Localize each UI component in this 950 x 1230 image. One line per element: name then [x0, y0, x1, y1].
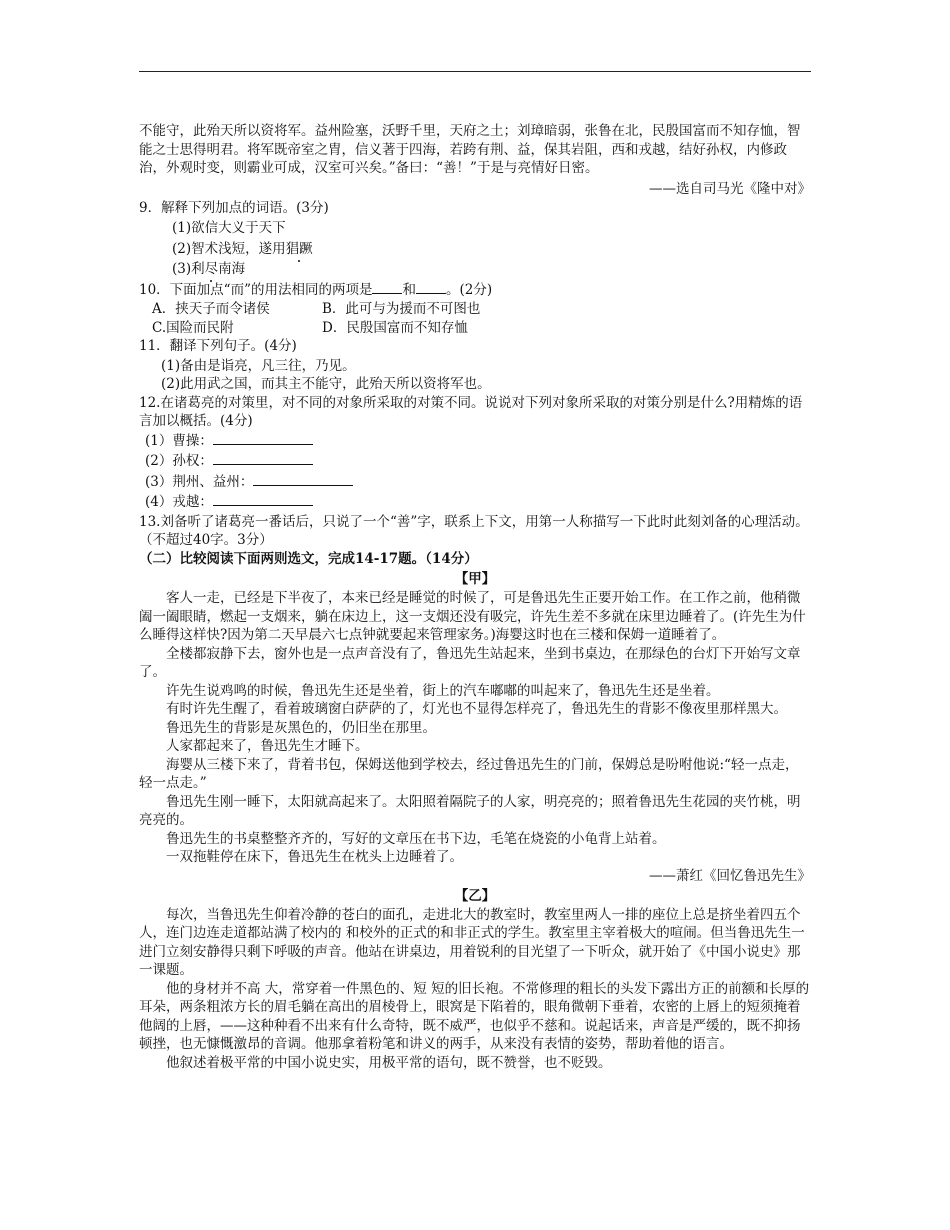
q12-stem: 12.在诸葛亮的对策里，对不同的对象所采取的对策不同。说说对下列对象所采取的对策分别是什么?用精炼的语言加以概括。(4分): [139, 394, 803, 429]
q10-option-d: D．民殷国富而不知存恤: [322, 319, 468, 336]
passage-source: ——选自司马光《隆中对》: [649, 180, 811, 197]
q9-item-1: (1)欲信大义于天下: [172, 220, 286, 236]
jia-paragraph: 人家都起来了，鲁迅先生才睡下。: [166, 738, 369, 754]
jia-paragraph: 客人一走，已经是下半夜了，本来已经是睡觉的时候了，可是鲁迅先生正要开始工作。在工作之前，他稍微阖一阖眼睛，燃起一支烟来，躺在床边上，这一支烟还没有吸完，许先生差不多就在床里边睡着了。(许先生为什么睡得这样快?因为第二天早晨六七点钟就要起来管理家务。)海婴这时也在三楼和保姆一道睡着了。: [139, 590, 806, 643]
passage-paragraph: 不能守，此殆天所以资将军。益州险塞，沃野千里，天府之土；刘璋暗弱，张鲁在北，民殷国富而不知存恤，智能之士思得明君。将军既帝室之胄，信义著于四海，若跨有荆、益，保其岩阻，西和戎越，结好孙权，内修政治，外观时变，则霸业可成，汉室可兴矣。”备曰：“善！”于是与亮情好日密。: [139, 123, 801, 176]
page-content: [139, 122, 811, 1072]
answer-blank[interactable]: [253, 472, 353, 486]
q10-option-a: A．挟天子而令诸侯: [152, 301, 270, 317]
q11-item-1: (1)备由是诣亮，凡三往，乃见。: [161, 357, 356, 374]
q13-stem: 13.刘备听了诸葛亮一番话后，只说了一个“善”字，联系上下文，用第一人称描写一下此时此刻刘备的心理活动。（不超过40字。3分）: [139, 513, 809, 548]
q9-item-2: (2)智术浅短，遂用猖蹶: [172, 240, 313, 257]
answer-blank[interactable]: [416, 280, 446, 294]
q10-options-row-1: [139, 300, 811, 319]
jia-paragraph: 有时许先生醒了，看着玻璃窗白萨萨的了，灯光也不显得怎样亮了，鲁迅先生的背影不像夜里那样黑大。: [166, 701, 787, 717]
jia-paragraph: 鲁迅先生的书桌整整齐齐的，写好的文章压在书下边，毛笔在烧瓷的小龟背上站着。: [166, 830, 666, 847]
q9-stem: 9．解释下列加点的词语。(3分): [139, 199, 329, 216]
q12-item-3: (3）荆州、益州：: [139, 472, 811, 493]
q11-stem: 11．翻译下列句子。(4分): [139, 338, 297, 354]
yi-paragraph: 每次，当鲁迅先生仰着冷静的苍白的面孔，走进北大的教室时，教室里两人一排的座位上总是挤坐着四五个人，连门边连走道都站满了校内的 和校外的正式的和非正式的学生。教室里主宰着极大的喧闹。但当鲁迅先生一进门立刻安静得只剩下呼吸的声音。他站在讲桌边，用着锐利的目光望了一下听众，就开始了《中国小说史》那一课题。: [139, 906, 805, 978]
q10-option-b: B．此可与为援而不可图也: [322, 301, 481, 317]
dotted-word: 尽: [204, 261, 219, 277]
jia-paragraph: 全楼都寂静下去，窗外也是一点声音没有了，鲁迅先生站起来，坐到书桌边，在那绿色的台灯下开始写文章了。: [139, 645, 801, 680]
header-rule: [139, 71, 811, 72]
answer-blank[interactable]: [213, 492, 313, 506]
jia-paragraph: 鲁迅先生的背影是灰黑色的，仍旧坐在那里。: [166, 719, 436, 736]
q9-item-3: (3)利尽南海: [172, 261, 246, 277]
answer-blank[interactable]: [372, 280, 402, 294]
section2-title: （二）比较阅读下面两则选文，完成14-17题。（14分）: [139, 550, 478, 567]
answer-blank[interactable]: [213, 431, 313, 445]
yi-label: 【乙】: [454, 887, 496, 904]
jia-paragraph: 许先生说鸡鸣的时候，鲁迅先生还是坐着，街上的汽车嘟嘟的叫起来了，鲁迅先生还是坐着。: [166, 682, 720, 699]
q12-item-2: (2）孙权：: [139, 451, 811, 472]
q10-stem: 10．下面加点“而”的用法相同的两项是 和 。(2分): [139, 281, 493, 298]
yi-paragraph: 他叙述着极平常的中国小说史实，用极平常的语句，既不赞誉，也不贬毁。: [166, 1054, 612, 1071]
q12-item-1: (1）曹操：: [139, 431, 811, 452]
dotted-word: 猖蹶: [285, 240, 313, 257]
answer-blank[interactable]: [213, 451, 313, 465]
jia-paragraph: 鲁迅先生刚一睡下，太阳就高起来了。太阳照着隔院子的人家，明亮亮的；照着鲁迅先生花园的夹竹桃，明亮亮的。: [139, 793, 801, 828]
jia-label: 【甲】: [454, 571, 496, 587]
q10-option-c: C.国险而民附: [152, 319, 234, 336]
q12-item-4: (4）戎越：: [139, 492, 811, 513]
jia-paragraph: 海婴从三楼下来了，背着书包，保姆送他到学校去，经过鲁迅先生的门前，保姆总是吩咐他说:“轻一点走，轻一点走。”: [139, 756, 799, 791]
jia-source: ——萧红《回忆鲁迅先生》: [649, 867, 811, 884]
yi-paragraph: 他的身材并不高 大，常穿着一件黑色的、短 短的旧长袍。不常修理的粗长的头发下露出方正的前额和长厚的耳朵，两条粗浓方长的眉毛躺在高出的眉棱骨上，眼窝是下陷着的，眼角微朝下垂着，农密的上唇上的短须掩着他阔的上唇，——这种种看不出来有什么奇特，既不威严，也似乎不慈和。说起话来，声音是严缓的，既不抑扬顿挫，也无慷慨激昂的音调。他那拿着粉笔和讲义的两手，从来没有表情的姿势，帮助着他的语言。: [139, 980, 810, 1052]
q10-options-row-2: [139, 319, 811, 338]
jia-paragraph: 一双拖鞋停在床下，鲁迅先生在枕头上边睡着了。: [166, 849, 463, 865]
q11-item-2: (2)此用武之国，而其主不能守，此殆天所以资将军也。: [161, 376, 491, 392]
